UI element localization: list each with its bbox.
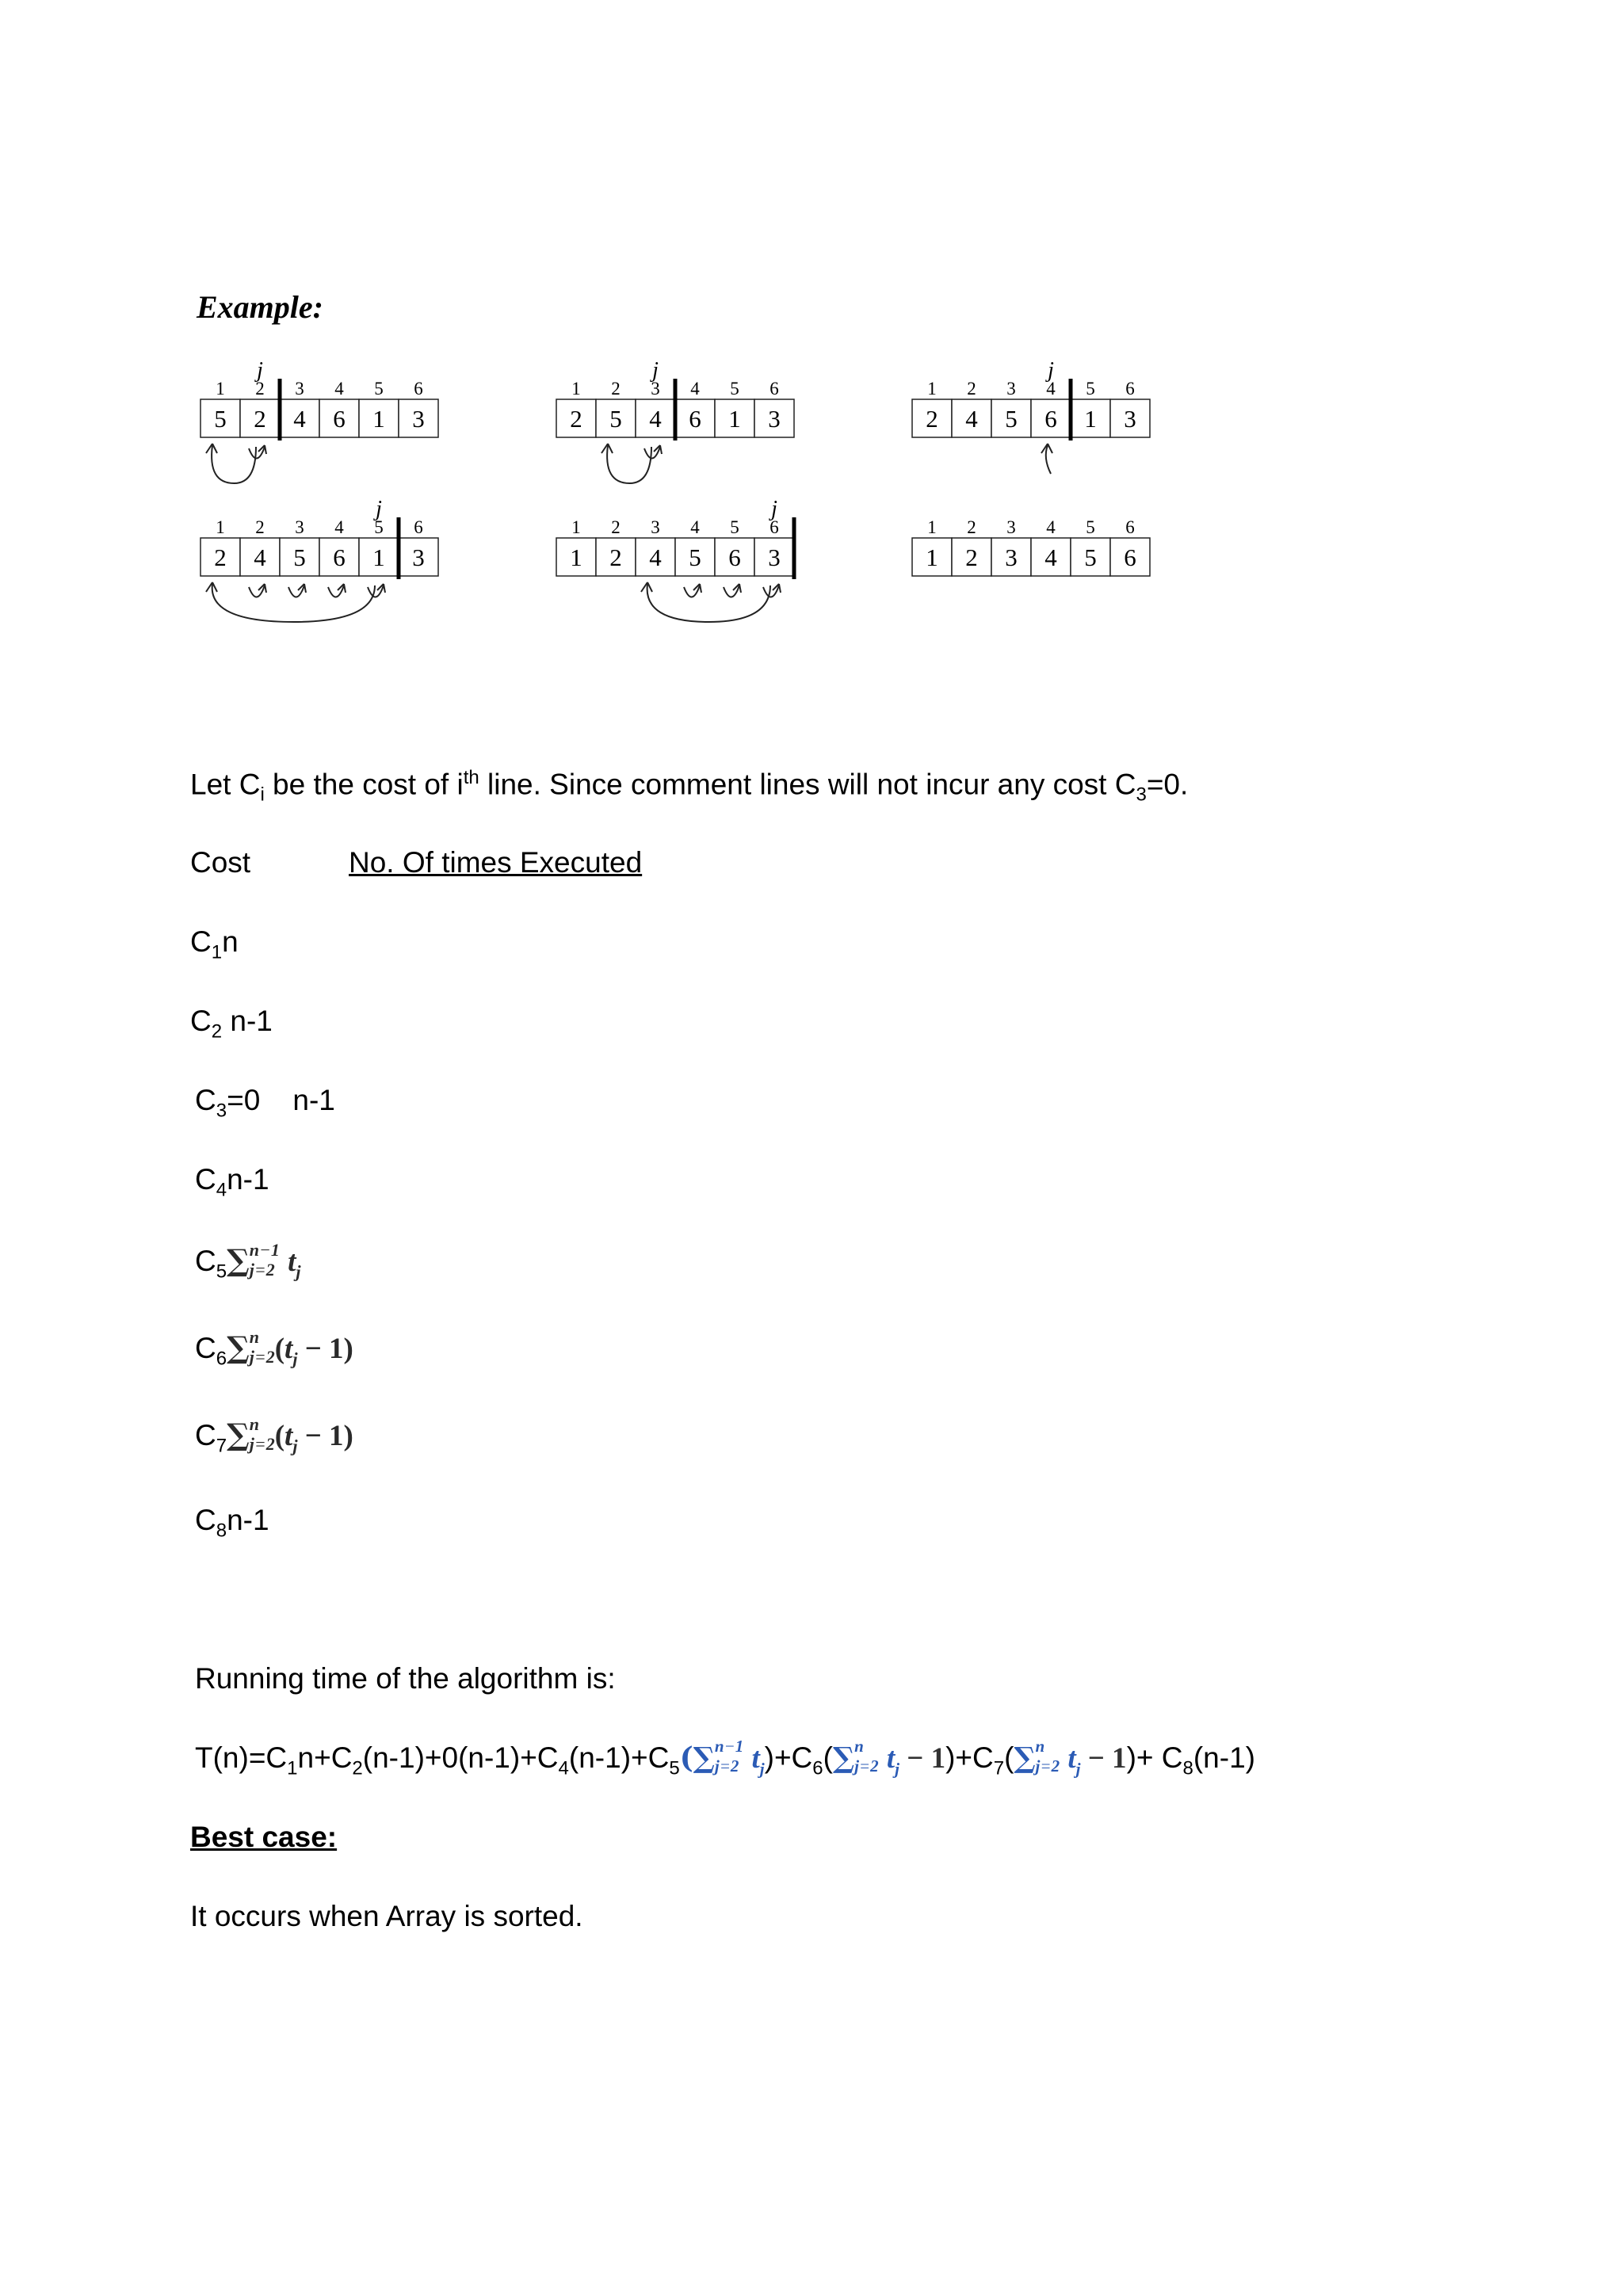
- array-cell-value: 2: [254, 405, 266, 433]
- row-c: C: [195, 1504, 216, 1536]
- j-label: j: [257, 358, 263, 383]
- array-index: 1: [927, 379, 937, 399]
- row-c: C: [195, 1332, 216, 1364]
- array-cell-value: 6: [1124, 543, 1136, 571]
- array-cell-value: 4: [965, 405, 978, 433]
- array-index: 3: [651, 517, 660, 537]
- best-case-heading: Best case:: [190, 1821, 338, 1853]
- array-cell-value: 4: [649, 543, 662, 571]
- j-label: j: [1048, 358, 1054, 383]
- f-t1: T(n)=C: [195, 1741, 288, 1774]
- array-index: 4: [690, 517, 700, 537]
- array-index: 5: [730, 379, 739, 399]
- array-cell-value: 2: [570, 405, 582, 433]
- cost-header: Cost: [190, 846, 251, 879]
- array-index: 4: [1046, 517, 1056, 537]
- array-cell-value: 1: [570, 543, 582, 571]
- array-index: 4: [334, 517, 344, 537]
- insert-arrow: [647, 584, 770, 622]
- array-index: 1: [216, 379, 225, 399]
- array-index: 3: [651, 379, 660, 399]
- array-cell-value: 1: [372, 405, 385, 433]
- array-cell-value: 3: [768, 543, 781, 571]
- row-rest: n-1: [227, 1163, 269, 1196]
- row-rest: n: [222, 925, 239, 958]
- array-cell-value: 1: [926, 543, 938, 571]
- array-index: 2: [611, 379, 621, 399]
- array-cell-value: 3: [1005, 543, 1018, 571]
- array-diagram-3: [904, 352, 1174, 510]
- row-rest: n-1: [222, 1005, 273, 1037]
- row-sub: 3: [216, 1100, 227, 1122]
- array-index: 6: [414, 379, 423, 399]
- array-index: 5: [374, 517, 384, 537]
- array-index: 6: [414, 517, 423, 537]
- f-s5: 5: [669, 1757, 680, 1779]
- row-c: C: [195, 1084, 216, 1116]
- array-index: 5: [1086, 379, 1095, 399]
- row-sub: 8: [216, 1520, 227, 1542]
- array-cell-value: 5: [689, 543, 701, 571]
- array-index: 1: [571, 517, 581, 537]
- array-cell-value: 5: [1005, 405, 1018, 433]
- array-diagram-4: [193, 490, 462, 649]
- array-index: 6: [1125, 379, 1135, 399]
- array-cell-value: 4: [649, 405, 662, 433]
- row-sub: 4: [216, 1179, 227, 1201]
- f-sum1: (∑ n−1 j=2 $t_j$: [679, 1737, 765, 1779]
- f-s7: 7: [993, 1757, 1005, 1779]
- row-c: C: [190, 925, 212, 958]
- intro-text-4: =0.: [1146, 768, 1189, 801]
- cost-row-2: [190, 1005, 273, 1043]
- array-diagram-5: [548, 490, 818, 649]
- array-index: 6: [769, 517, 779, 537]
- array-cell-value: 4: [254, 543, 266, 571]
- array-index: 2: [255, 517, 265, 537]
- row-sub: 2: [211, 1020, 223, 1043]
- array-cell-value: 2: [926, 405, 938, 433]
- j-label: j: [376, 497, 382, 521]
- cost-row-8: [195, 1504, 269, 1542]
- array-cell-value: 1: [372, 543, 385, 571]
- array-index: 4: [334, 379, 344, 399]
- array-index: 4: [690, 379, 700, 399]
- f-s1: 1: [287, 1757, 298, 1779]
- array-diagram-1: [193, 352, 462, 510]
- intro-sup-th: th: [463, 767, 479, 788]
- array-index: 3: [295, 379, 304, 399]
- times-executed-header: No. Of times Executed: [349, 846, 643, 879]
- array-index: 6: [1125, 517, 1135, 537]
- cost-row-6: [195, 1326, 353, 1370]
- f-s4: 4: [558, 1757, 569, 1779]
- array-index: 2: [255, 379, 265, 399]
- f-t8: )+C: [945, 1741, 994, 1774]
- array-cell-value: 1: [1084, 405, 1097, 433]
- f-t3: (n-1)+0(n-1)+C: [362, 1741, 559, 1774]
- f-t2: n+C: [297, 1741, 353, 1774]
- running-time-formula: [195, 1737, 1255, 1779]
- array-index: 2: [967, 517, 976, 537]
- f-t4: (n-1)+C: [568, 1741, 670, 1774]
- f-t9: (: [1004, 1741, 1014, 1774]
- array-index: 1: [216, 517, 225, 537]
- row-c: C: [195, 1245, 216, 1277]
- row-sub: 5: [216, 1261, 227, 1283]
- array-index: 5: [1086, 517, 1095, 537]
- array-cell-value: 5: [609, 405, 622, 433]
- array-cell-value: 3: [412, 543, 425, 571]
- array-diagram-6: [904, 490, 1174, 649]
- f-t6: )+C: [764, 1741, 813, 1774]
- cost-intro-sentence: [190, 767, 1188, 807]
- array-index: 5: [374, 379, 384, 399]
- array-index: 2: [611, 517, 621, 537]
- row-sub: 6: [216, 1348, 227, 1370]
- array-cell-value: 2: [965, 543, 978, 571]
- sum-expression-row7: ∑ n j=2 $(t_j - 1)$: [227, 1413, 353, 1456]
- array-cell-value: 1: [728, 405, 741, 433]
- f-t10: )+ C: [1126, 1741, 1183, 1774]
- sum-expression-row6: ∑ n j=2 $(t_j - 1)$: [227, 1326, 353, 1369]
- array-index: 5: [730, 517, 739, 537]
- array-cell-value: 3: [1124, 405, 1136, 433]
- row-rest: n-1: [227, 1504, 269, 1536]
- array-cell-value: 3: [768, 405, 781, 433]
- f-t7: (: [823, 1741, 833, 1774]
- intro-text-3: line. Since comment lines will not incur any cost C: [479, 768, 1136, 801]
- cost-row-1: [190, 925, 239, 963]
- row-sub: 7: [216, 1435, 227, 1457]
- array-cell-value: 6: [728, 543, 741, 571]
- f-s2: 2: [352, 1757, 363, 1779]
- f-t11: (n-1): [1193, 1741, 1255, 1774]
- array-cell-value: 6: [333, 543, 346, 571]
- array-index: 1: [927, 517, 937, 537]
- j-label: j: [771, 497, 777, 521]
- cost-row-7: [195, 1413, 353, 1457]
- array-cell-value: 2: [609, 543, 622, 571]
- array-index: 3: [1006, 517, 1016, 537]
- running-time-heading: Running time of the algorithm is:: [195, 1662, 616, 1695]
- array-cell-value: 5: [214, 405, 227, 433]
- array-index: 3: [295, 517, 304, 537]
- array-index: 3: [1006, 379, 1016, 399]
- example-heading: Example:: [197, 289, 323, 325]
- row-c: C: [195, 1419, 216, 1451]
- array-index: 4: [1046, 379, 1056, 399]
- intro-sub-3: 3: [1136, 784, 1147, 806]
- row-c: C: [195, 1163, 216, 1196]
- intro-sub-i: i: [260, 784, 265, 806]
- array-cell-value: 5: [293, 543, 306, 571]
- sum-expression-row5: ∑ n−1 j=2 $t_j$: [227, 1239, 301, 1282]
- cost-row-3: [195, 1084, 335, 1122]
- f-sum3: ∑ n j=2 $t_j - 1$: [1014, 1737, 1127, 1779]
- array-cell-value: 4: [293, 405, 306, 433]
- intro-text-1: Let C: [190, 768, 261, 801]
- f-sum2: ∑ n j=2 $t_j - 1$: [832, 1737, 946, 1779]
- array-cell-value: 6: [689, 405, 701, 433]
- array-cell-value: 3: [412, 405, 425, 433]
- row-c: C: [190, 1005, 212, 1037]
- row-sub: 1: [211, 941, 223, 963]
- array-cell-value: 5: [1084, 543, 1097, 571]
- f-s8: 8: [1182, 1757, 1193, 1779]
- insert-arrow: [212, 584, 375, 622]
- array-cell-value: 2: [214, 543, 227, 571]
- cost-row-5: [195, 1239, 301, 1283]
- array-index: 6: [769, 379, 779, 399]
- array-diagram-2: [548, 352, 818, 510]
- cost-row-4: [195, 1163, 269, 1201]
- best-case-text: It occurs when Array is sorted.: [190, 1900, 583, 1932]
- array-cell-value: 4: [1044, 543, 1057, 571]
- array-cell-value: 6: [1044, 405, 1057, 433]
- f-s6: 6: [812, 1757, 823, 1779]
- array-index: 2: [967, 379, 976, 399]
- intro-text-2: be the cost of i: [264, 768, 464, 801]
- array-index: 1: [571, 379, 581, 399]
- row-rest: =0 n-1: [227, 1084, 335, 1116]
- j-label: j: [652, 358, 659, 383]
- array-cell-value: 6: [333, 405, 346, 433]
